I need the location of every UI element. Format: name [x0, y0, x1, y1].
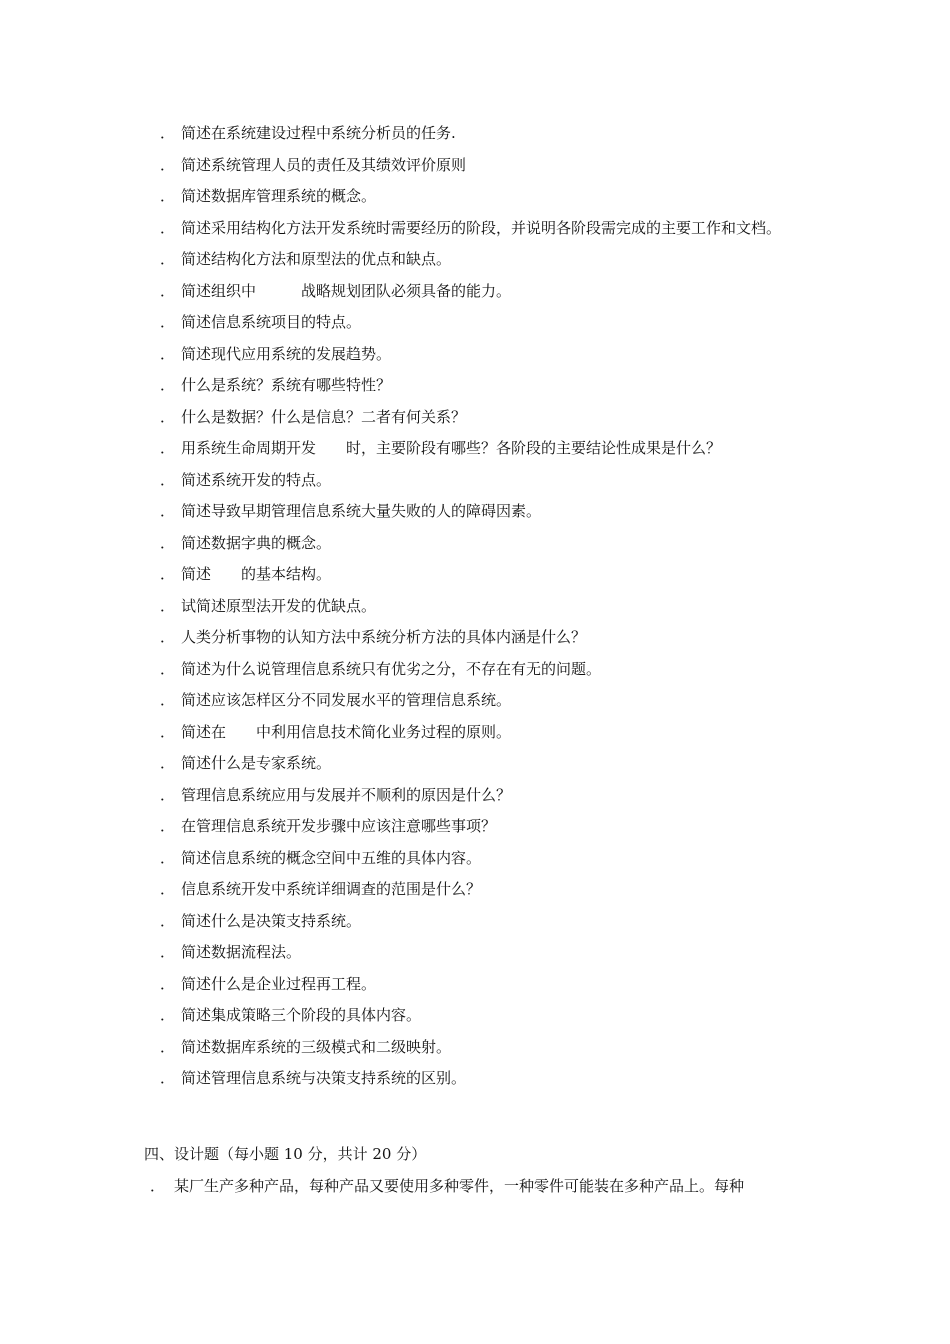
question-text: 信息系统开发中系统详细调查的范围是什么？	[181, 880, 482, 898]
bullet: ．	[160, 439, 176, 457]
list-item	[160, 559, 820, 591]
bullet: ．	[160, 565, 176, 583]
question-text: 简述应该怎样区分不同发展水平的管理信息系统。	[181, 691, 512, 709]
list-item	[160, 654, 820, 686]
list-item	[160, 528, 820, 560]
question-text: 简述数据库管理系统的概念。	[181, 187, 377, 205]
question-text: 简述管理信息系统与决策支持系统的区别。	[181, 1069, 467, 1087]
design-question-text: 某厂生产多种产品，每种产品又要使用多种零件，一种零件可能装在多种产品上。每种	[174, 1177, 745, 1195]
list-item	[160, 276, 820, 308]
question-text: 简述现代应用系统的发展趋势。	[181, 344, 392, 363]
design-question	[150, 1171, 820, 1202]
bullet: ．	[160, 848, 176, 867]
list-item	[160, 843, 820, 875]
question-text: 简述为什么说管理信息系统只有优劣之分，不存在有无的问题。	[181, 659, 602, 678]
bullet: ．	[160, 1069, 176, 1087]
question-text: 简述在 中利用信息技术简化业务过程的原则。	[181, 722, 512, 741]
list-item	[160, 307, 820, 339]
question-text: 简述信息系统项目的特点。	[181, 313, 362, 331]
question-text: 试简述原型法开发的优缺点。	[181, 596, 377, 615]
question-text: 简述数据字典的概念。	[181, 533, 332, 552]
bullet: ．	[160, 281, 176, 300]
bullet: ．	[150, 1177, 166, 1195]
list-item	[160, 213, 820, 245]
bullet: ．	[160, 533, 176, 552]
question-text: 简述数据流程法。	[181, 943, 302, 961]
question-text: 简述什么是企业过程再工程。	[181, 974, 377, 993]
list-item	[160, 181, 820, 213]
list-item	[160, 496, 820, 528]
bullet: ．	[160, 502, 176, 520]
list-item	[160, 150, 820, 182]
question-text: 简述信息系统的概念空间中五维的具体内容。	[181, 848, 482, 867]
question-text: 简述结构化方法和原型法的优点和缺点。	[181, 250, 452, 268]
bullet: ．	[160, 974, 176, 993]
bullet: ．	[160, 754, 176, 772]
bullet: ．	[160, 880, 176, 898]
bullet: ．	[160, 218, 176, 237]
list-item	[160, 969, 820, 1001]
list-item	[160, 622, 820, 654]
bullet: ．	[160, 659, 176, 678]
list-item	[160, 748, 820, 780]
bullet: ．	[160, 911, 176, 930]
question-text: 简述什么是决策支持系统。	[181, 911, 362, 930]
question-text: 简述集成策略三个阶段的具体内容。	[181, 1006, 422, 1024]
list-item	[160, 402, 820, 434]
question-text: 简述在系统建设过程中系统分析员的任务.	[181, 124, 456, 142]
bullet: ．	[160, 470, 176, 489]
question-text: 在管理信息系统开发步骤中应该注意哪些事项？	[181, 817, 497, 835]
question-text: 管理信息系统应用与发展并不顺利的原因是什么？	[181, 785, 512, 804]
bullet: ．	[160, 187, 176, 205]
question-text: 用系统生命周期开发 时，主要阶段有哪些？各阶段的主要结论性成果是什么？	[181, 439, 722, 457]
bullet: ．	[160, 1006, 176, 1024]
list-item	[160, 1000, 820, 1032]
list-item	[160, 1032, 820, 1064]
list-item	[160, 118, 820, 150]
question-text: 什么是系统？系统有哪些特性？	[181, 376, 392, 394]
bullet: ．	[160, 407, 176, 426]
question-text: 简述系统管理人员的责任及其绩效评价原则	[181, 155, 467, 174]
list-item	[160, 685, 820, 717]
question-text: 什么是数据？什么是信息？二者有何关系？	[181, 407, 467, 426]
list-item	[160, 339, 820, 371]
question-text: 人类分析事物的认知方法中系统分析方法的具体内涵是什么？	[181, 628, 587, 646]
bullet: ．	[160, 376, 176, 394]
bullet: ．	[160, 155, 176, 174]
bullet: ．	[160, 313, 176, 331]
list-item	[160, 591, 820, 623]
list-item	[160, 465, 820, 497]
question-text: 简述 的基本结构。	[181, 565, 332, 583]
bullet: ．	[160, 817, 176, 835]
list-item	[160, 780, 820, 812]
list-item	[160, 811, 820, 843]
question-text: 简述系统开发的特点。	[181, 470, 332, 489]
list-item	[160, 906, 820, 938]
bullet: ．	[160, 250, 176, 268]
question-text: 简述组织中 战略规划团队必须具备的能力。	[181, 281, 512, 300]
bullet: ．	[160, 722, 176, 741]
bullet: ．	[160, 124, 176, 142]
list-item	[160, 433, 820, 465]
list-item	[160, 370, 820, 402]
bullet: ．	[160, 691, 176, 709]
question-text: 简述采用结构化方法开发系统时需要经历的阶段，并说明各阶段需完成的主要工作和文档。	[181, 218, 782, 237]
question-list	[160, 118, 820, 1095]
list-item	[160, 874, 820, 906]
bullet: ．	[160, 628, 176, 646]
bullet: ．	[160, 344, 176, 363]
bullet: ．	[160, 1037, 176, 1056]
bullet: ．	[160, 943, 176, 961]
bullet: ．	[160, 785, 176, 804]
bullet: ．	[160, 596, 176, 615]
question-text: 简述导致早期管理信息系统大量失败的人的障碍因素。	[181, 502, 542, 520]
list-item	[160, 717, 820, 749]
question-text: 简述什么是专家系统。	[181, 754, 332, 772]
list-item	[160, 244, 820, 276]
section-heading: 四、设计题（每小题 10 分，共计 20 分）	[144, 1145, 427, 1163]
question-text: 简述数据库系统的三级模式和二级映射。	[181, 1037, 452, 1056]
list-item	[160, 937, 820, 969]
list-item	[160, 1063, 820, 1095]
